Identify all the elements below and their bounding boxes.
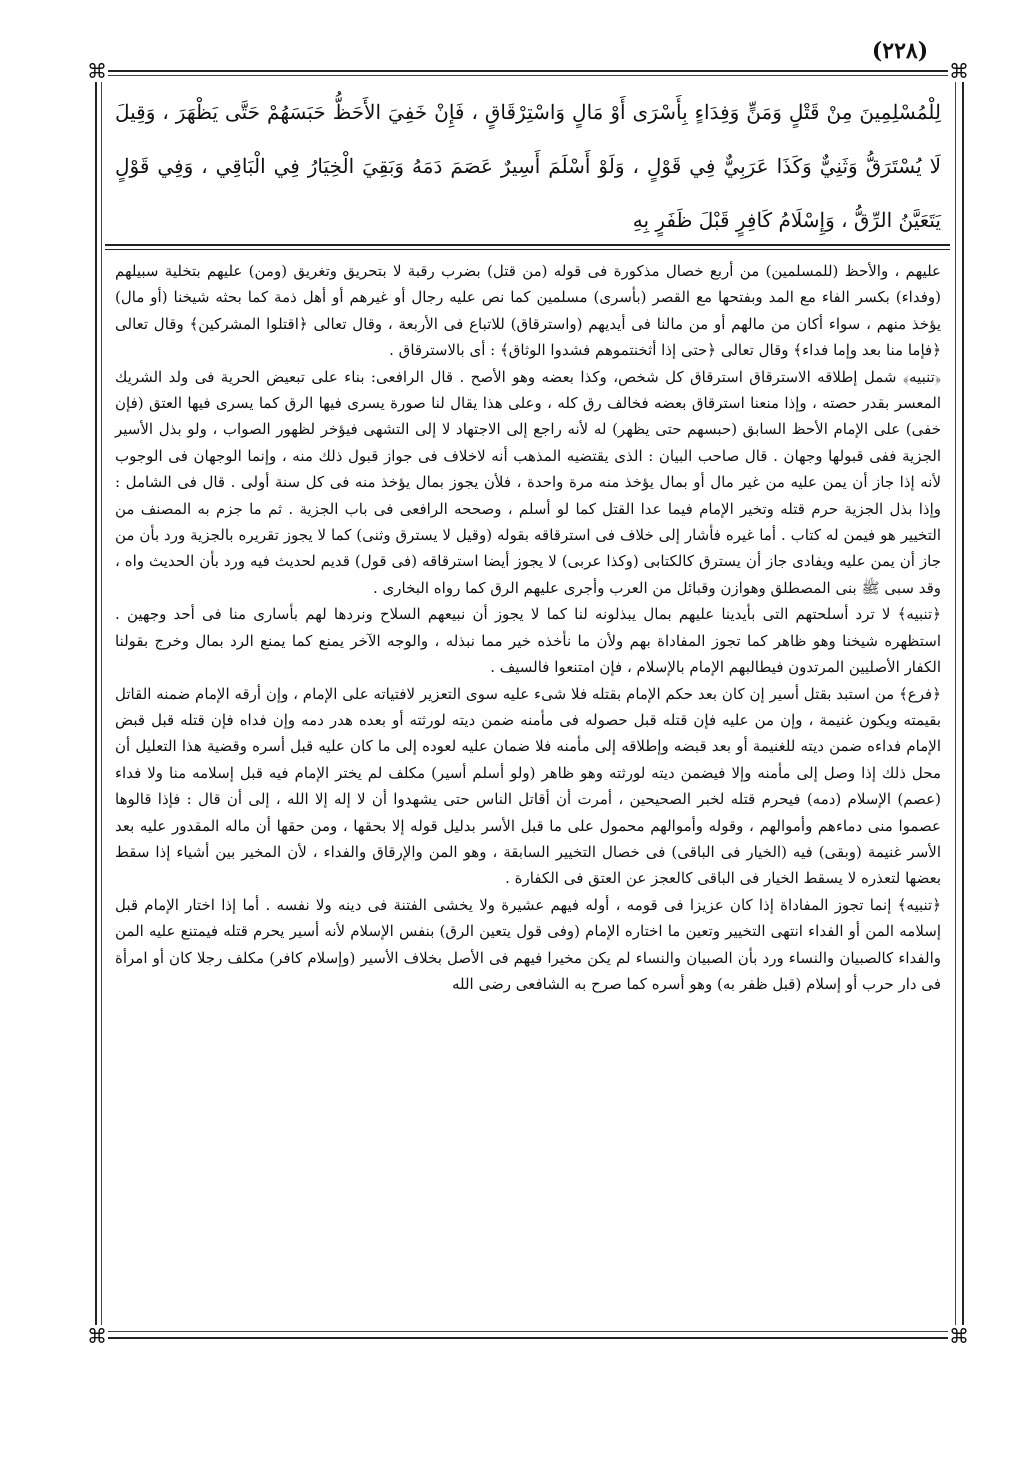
commentary-paragraph: عليهم ، والأحظ (للمسلمين) من أربع خصال مذكورة فى قوله (من قتل) بضرب رقبة لا بتحريق وتغريق (ومن) عليهم بتخلية سبيلهم (وفداء) بكسر الفاء مع المد وبفتحها مع القصر (بأسرى) مسلمين كما نص عليه رجال أو غيرهم أو أهل ذمة كما بحثه شيخنا (أو مال) يؤخذ منهم ، سواء أكان من مالهم أو من مالنا فى أيديهم (واسترقاق) للاتباع فى الأربعة ، وقال تعالى ﴿اقتلوا المشركين﴾ وقال تعالى ﴿فإما منا بعد وإما فداء﴾ وقال تعالى ﴿حتى إذا أثخنتموهم فشدوا الوثاق﴾ : أى بالاسترقاق . <box>115 262 941 360</box>
corner-ornament-icon: ⌘ <box>949 1324 969 1348</box>
commentary-paragraph: ﴿تنبيه﴾ شمل إطلاقه الاسترقاق استرقاق كل شخص، وكذا بعضه وهو الأصح . قال الرافعى: بناء على تبعيض الحرية فى ولد الشريك المعسر بقدر حصته ، وإذا منعنا استرقاق بعضه فخالف رق كله ، وعلى هذا يقال لنا صورة يسرى فيها الرق كما يسرى فيها العتق (فإن خفى) على الإمام الأحظ السابق (حبسهم حتى يظهر) له لأنه راجع إلى الاجتهاد لا إلى التشهى فيؤخر لظهور الصواب ، ولو بذل الأسير الجزية ففى قبولها وجهان . قال صاحب البيان : الذى يقتضيه المذهب أنه لاخلاف فى جواز قبول ذلك منه ، وإنما الوجهان فى الوجوب لأنه إذا جاز أن يمن عليه من غير مال أو بمال يؤخذ منه مرة واحدة ، فلأن يجوز بمال يؤخذ منه فى كل سنة أولى . قال فى الشامل : وإذا بذل الجزية حرم قتله وتخير الإمام فيما عدا القتل كما لو أسلم ، وصححه الرافعى فى باب الجزية . ثم ما جزم به المصنف من التخيير هو فيمن له كتاب . أما غيره فأشار إلى خلاف فى استرقاقه بقوله (وقيل لا يسترق وثنى) كما لا يجوز تقريره بالجزية ورد بأن من جاز أن يمن عليه ويفادى جاز أن يسترق كالكتابى (وكذا عربى) لا يجوز أيضا استرقاقه (فى قول) قديم لحديث فيه ورد بأن الحديث واه ، وقد سبى ﷺ بنى المصطلق وهوازن وقبائل من العرب وأجرى عليهم الرق كما رواه البخارى . <box>115 367 941 597</box>
commentary-paragraph: ﴿تنبيه﴾ إنما تجوز المفاداة إذا كان عزيزا فى قومه ، أوله فيهم عشيرة ولا يخشى الفتنة فى دينه ولا نفسه . أما إذا اختار الإمام قبل إسلامه المن أو الفداء انتهى التخيير وتعين ما اختاره الإمام (وفى قول يتعين الرق) بنفس الإسلام لأنه أسير يحرم قتله فيمتنع عليه المن والفداء كالصبيان والنساء ورد بأن الصبيان والنساء لم يكن مخيرا فيهم فى الأصل بخلاف الأسير (وإسلام كافر) مكلف رجلا كان أو امرأة فى دار حرب أو إسلام (قبل ظفر به) وهو أسره كما صرح به الشافعى رضى الله <box>115 895 941 993</box>
corner-ornament-icon: ⌘ <box>949 59 969 83</box>
matn-text: لِلْمُسْلِمِينَ مِنْ قَتْلٍ وَمَنٍّ وَفِدَاءٍ بِأَسْرَى أَوْ مَالٍ وَاسْتِرْقَاقٍ ، فَإِنْ خَفِيَ الأَحَظُّ حَبَسَهُمْ حَتَّى يَظْهَرَ ، وَقِيلَ لَا يُسْتَرَقُّ وَثَنِيٌّ وَكَذَا عَرَبِيٌّ فِي قَوْلٍ ، وَلَوْ أَسْلَمَ أَسِيرٌ عَصَمَ دَمَهُ وَبَقِيَ الْخِيَارُ فِي الْبَاقِي ، وَفِي قَوْلٍ يَتَعَيَّنُ الرِّقُّ ، وَإِسْلَامُ كَافِرٍ قَبْلَ ظَفَرٍ بِهِ <box>115 100 941 232</box>
commentary-paragraph: ﴿فرع﴾ من استبد بقتل أسير إن كان بعد حكم الإمام بقتله فلا شىء عليه سوى التعزير لافتياته على الإمام ، وإن أرقه الإمام ضمنه القاتل بقيمته ويكون غنيمة ، وإن من عليه فإن قتله قبل حصوله فى مأمنه ضمن ديته لورثته أو بعده هدر دمه وإن فداه فإن قتله قبل قبض الإمام فداءه ضمن ديته للغنيمة أو بعد قبضه وإطلاقه إلى مأمنه فلا ضمان عليه لعوده إلى ما كان عليه قبل أسره وقضية هذا التعليل أن محل ذلك إذا وصل إلى مأمنه وإلا فيضمن ديته لورثته وهو ظاهر (ولو أسلم أسير) مكلف لم يختر الإمام فيه قبل إسلامه منا ولا فداء (عصم) الإسلام (دمه) فيحرم قتله لخبر الصحيحين ، أمرت أن أقاتل الناس حتى يشهدوا أن لا إله إلا الله ، إلى أن قال : فإذا قالوها عصموا منى دماءهم وأموالهم ، وقوله وأموالهم محمول على ما قبل الأسر بدليل قوله إلا بحقها ، ومن حقها أن ماله المقدور عليه بعد الأسر غنيمة (وبقى) فيه (الخيار فى الباقى) فى خصال التخيير السابقة ، وهو المن والإرقاق والفداء ، لأن المخير بين أشياء إذا سقط بعضها لتعذره لا يسقط الخيار فى الباقى كالعجز عن العتق فى الكفارة . <box>115 684 941 888</box>
separator-rule <box>105 249 950 250</box>
page-number: (٢٢٨) <box>871 38 929 64</box>
commentary-paragraph: ﴿تنبيه﴾ لا ترد أسلحتهم التى بأيدينا عليهم بمال يبذلونه لنا كما لا يجوز أن نبيعهم السلاح ونردها لهم بأسارى منا فى أحد وجهين . استظهره شيخنا وهو ظاهر كما تجوز المفاداة بهم ولأن ما نأخذه خير مما نبذله ، والوجه الآخر يمنع كما يمنع الرد بمال وخرج بقولنا الكفار الأصليين المرتدون فيطالبهم الإمام بالإسلام ، فإن امتنعوا فالسيف . <box>115 605 941 677</box>
commentary-block <box>115 258 941 997</box>
separator-rule <box>105 244 950 246</box>
corner-ornament-icon: ⌘ <box>87 59 107 83</box>
corner-ornament-icon: ⌘ <box>87 1324 107 1348</box>
